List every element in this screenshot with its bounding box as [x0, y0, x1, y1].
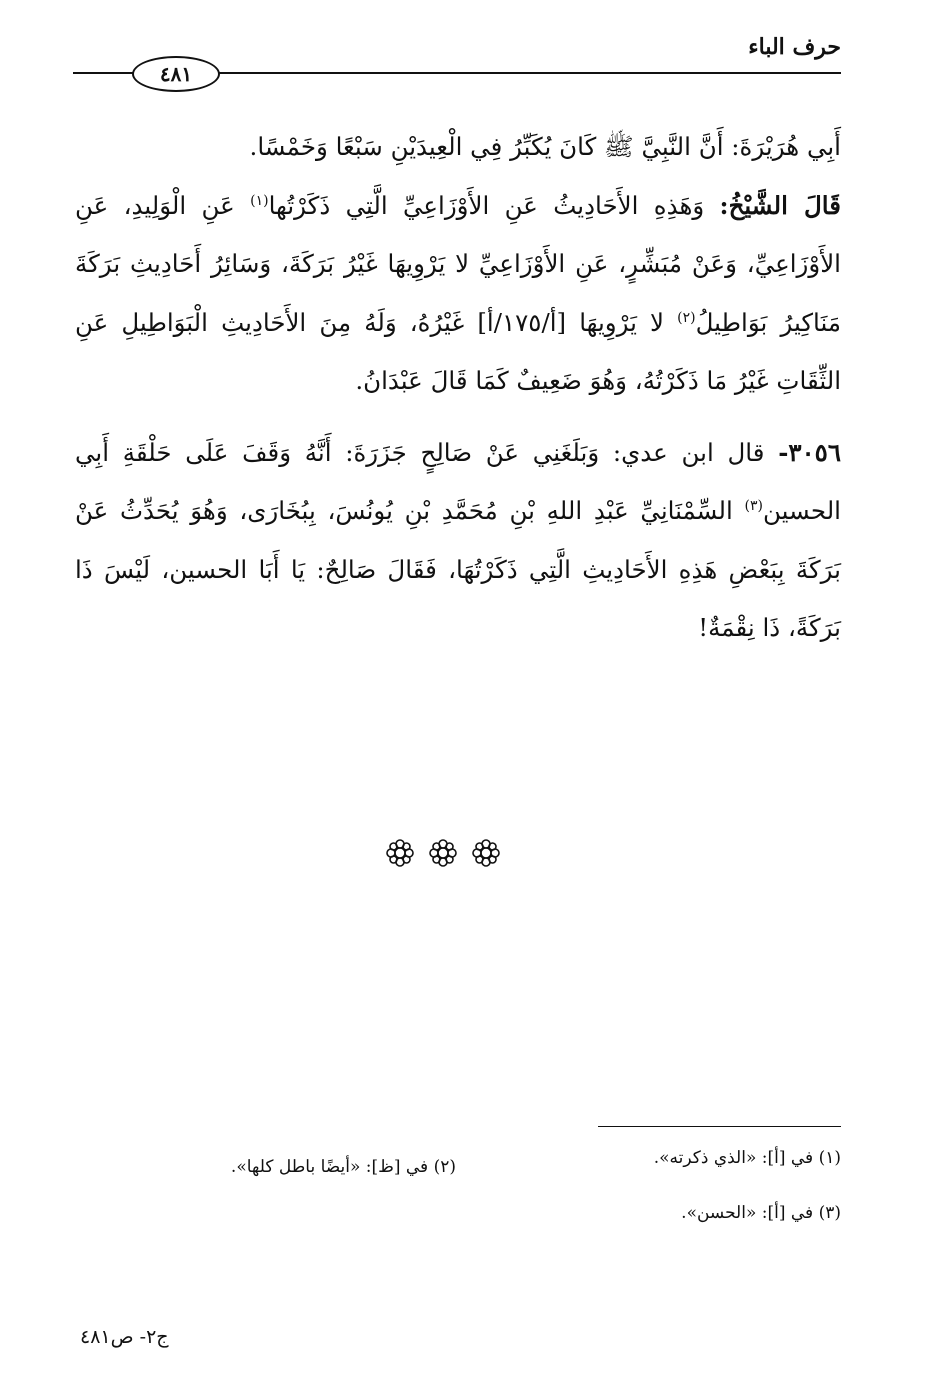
paragraph-3-text-b: السِّمْنَانِيِّ عَبْدِ اللهِ بْنِ مُحَمَّدِ بْنِ يُونُسَ، بِبُخَارَى، وَهُوَ يُحَدِّثُ عَنْ بَرَكَةَ بِبَعْضِ هَذِهِ الأَحَادِيثِ الَّتِي ذَكَرْتُهَا، فَقَالَ صَالِحٌ: يَا أَبَا الحسين، لَيْسَ ذَا بَرَكَةً، ذَا نِقْمَةٌ!	[75, 496, 841, 642]
paragraph-3	[75, 424, 841, 658]
floral-rosette-icon	[469, 836, 503, 870]
floral-rosette-icon	[426, 836, 460, 870]
hadith-number: ٣٠٥٦-	[778, 437, 841, 467]
footnote-3: (٣) في [أ]: «الحسن».	[681, 1203, 841, 1223]
shaykh-said-lead: قَالَ الشَّيْخُ:	[719, 190, 841, 220]
paragraph-2-text-a: وَهَذِهِ الأَحَادِيثُ عَنِ الأَوْزَاعِيِّ الَّتِي ذَكَرْتُها	[268, 190, 720, 220]
footnote-1: (١) في [أ]: «الذي ذكرته».	[653, 1148, 841, 1168]
paragraph-3-text-a: قال ابن عدي: وَبَلَغَنِي عَنْ صَالِحٍ جَزَرَةَ: أَنَّهُ وَقَفَ عَلَى حَلْقَةِ أَبِي الحسين	[75, 437, 841, 525]
footnote-ref-1[interactable]: (١)	[250, 192, 269, 209]
paragraph-1-text: أَبِي هُرَيْرَةَ: أَنَّ النَّبِيَّ ﷺ كَانَ يُكَبِّرُ فِي الْعِيدَيْنِ سَبْعًا وَخَمْسًا.	[249, 132, 841, 161]
section-ornament	[383, 836, 503, 870]
running-title: حرف الباء	[748, 34, 841, 60]
floral-rosette-icon	[383, 836, 417, 870]
paragraph-2-text-b: عَنِ الْوَلِيدِ، عَنِ الأَوْزَاعِيِّ، وَعَنْ مُبَشِّرٍ، عَنِ الأَوْزَاعِيِّ لا يَرْوِيهَا غَيْرُ بَرَكَةَ، وَسَائِرُ أَحَادِيثِ بَرَكَةَ مَنَاكِيرُ بَوَاطِيلُ	[75, 190, 842, 337]
paragraph-1	[75, 118, 841, 177]
page-number-oval	[132, 56, 220, 92]
body-text	[75, 118, 841, 658]
paragraph-2	[75, 177, 841, 411]
footnote-ref-2[interactable]: (٢)	[677, 309, 696, 326]
page-reference: ج٢- ص٤٨١	[80, 1326, 169, 1348]
footnote-ref-3[interactable]: (٣)	[744, 497, 763, 514]
footnote-rule	[598, 1126, 841, 1127]
paragraph-2-text-c: لا يَرْوِيهَا [أ/١٧٥/أ] غَيْرُهُ، وَلَهُ مِنَ الأَحَادِيثِ الْبَوَاطِيلِ عَنِ الثِّقَاتِ غَيْرُ مَا ذَكَرْتُهُ، وَهُوَ ضَعِيفٌ كَمَا قَالَ عَبْدَانُ.	[75, 307, 841, 395]
footnote-2: (٢) في [ظ]: «أيضًا باطل كلها».	[230, 1157, 456, 1177]
page-number: ٤٨١	[159, 62, 193, 86]
